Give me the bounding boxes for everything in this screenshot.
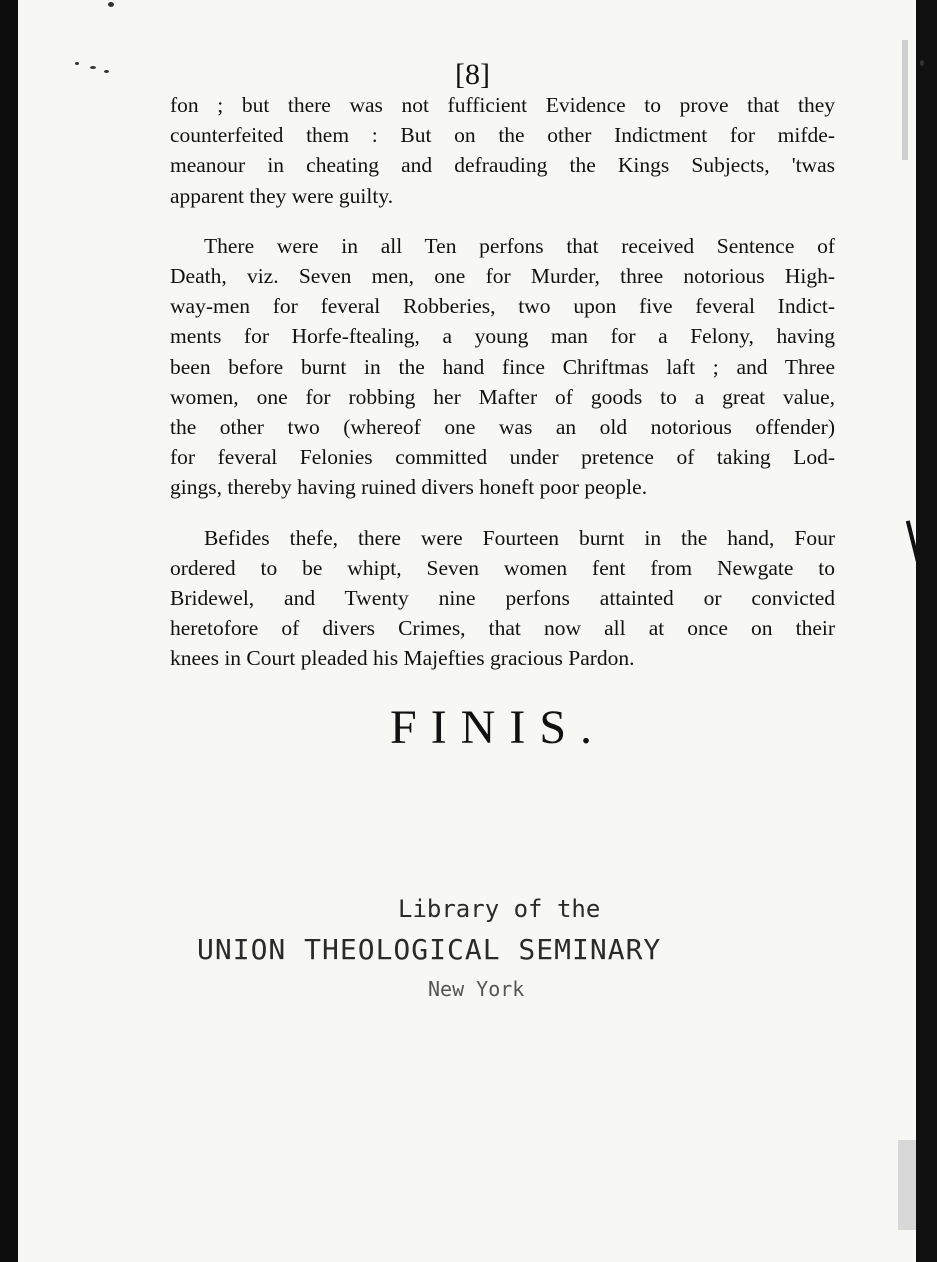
text-line: for feveral Felonies committed under pretence of taking Lod- xyxy=(170,445,835,470)
paragraph-3 xyxy=(170,523,835,674)
text-line: knees in Court pleaded his Majefties gracious Pardon. xyxy=(170,646,635,671)
text-line: counterfeited them : But on the other Indictment for mifde- xyxy=(170,123,835,148)
text-line: fon ; but there was not fufficient Evidence to prove that they xyxy=(170,93,835,117)
text-line: apparent they were guilty. xyxy=(170,183,394,208)
text-line: ments for Horfe-ftealing, a young man for a Felony, having xyxy=(170,324,835,349)
text-line: way-men for feveral Robberies, two upon five feveral Indict- xyxy=(170,294,835,319)
text-line: meanour in cheating and defrauding the Kings Subjects, 'twas xyxy=(170,153,835,178)
scan-speck xyxy=(108,2,114,7)
finis-heading: FINIS. xyxy=(390,701,607,754)
scan-speck xyxy=(90,66,96,69)
scan-border xyxy=(916,0,937,1262)
scan-edge-mark xyxy=(902,40,908,160)
text-line: the other two (whereof one was an old notorious offender) xyxy=(170,415,835,440)
scan-edge-mark xyxy=(898,1140,916,1230)
text-line: been before burnt in the hand fince Chriftmas laft ; and Three xyxy=(170,354,835,379)
text-line: Befides thefe, there were Fourteen burnt in the hand, Four xyxy=(204,525,835,550)
scan-speck xyxy=(104,70,109,73)
scan-speck xyxy=(75,62,79,65)
stamp-line-1: Library of the xyxy=(398,895,601,923)
text-line: Bridewel, and Twenty nine perfons attainted or convicted xyxy=(170,586,835,611)
scan-speck xyxy=(920,60,924,66)
page-number: [8] xyxy=(455,58,490,91)
paragraph-2 xyxy=(170,231,835,503)
text-line: There were in all Ten perfons that received Sentence of xyxy=(204,233,835,258)
body-text xyxy=(170,90,835,694)
stamp-line-2: UNION THEOLOGICAL SEMINARY xyxy=(197,933,662,966)
stamp-line-3: New York xyxy=(428,977,525,1001)
text-line: ordered to be whipt, Seven women fent from Newgate to xyxy=(170,555,835,580)
text-line: heretofore of divers Crimes, that now all at once on their xyxy=(170,616,835,641)
text-line: gings, thereby having ruined divers honeft poor people. xyxy=(170,475,648,500)
text-line: women, one for robbing her Mafter of goods to a great value, xyxy=(170,384,835,409)
paragraph-1 xyxy=(170,90,835,211)
text-line: Death, viz. Seven men, one for Murder, three notorious High- xyxy=(170,264,835,289)
